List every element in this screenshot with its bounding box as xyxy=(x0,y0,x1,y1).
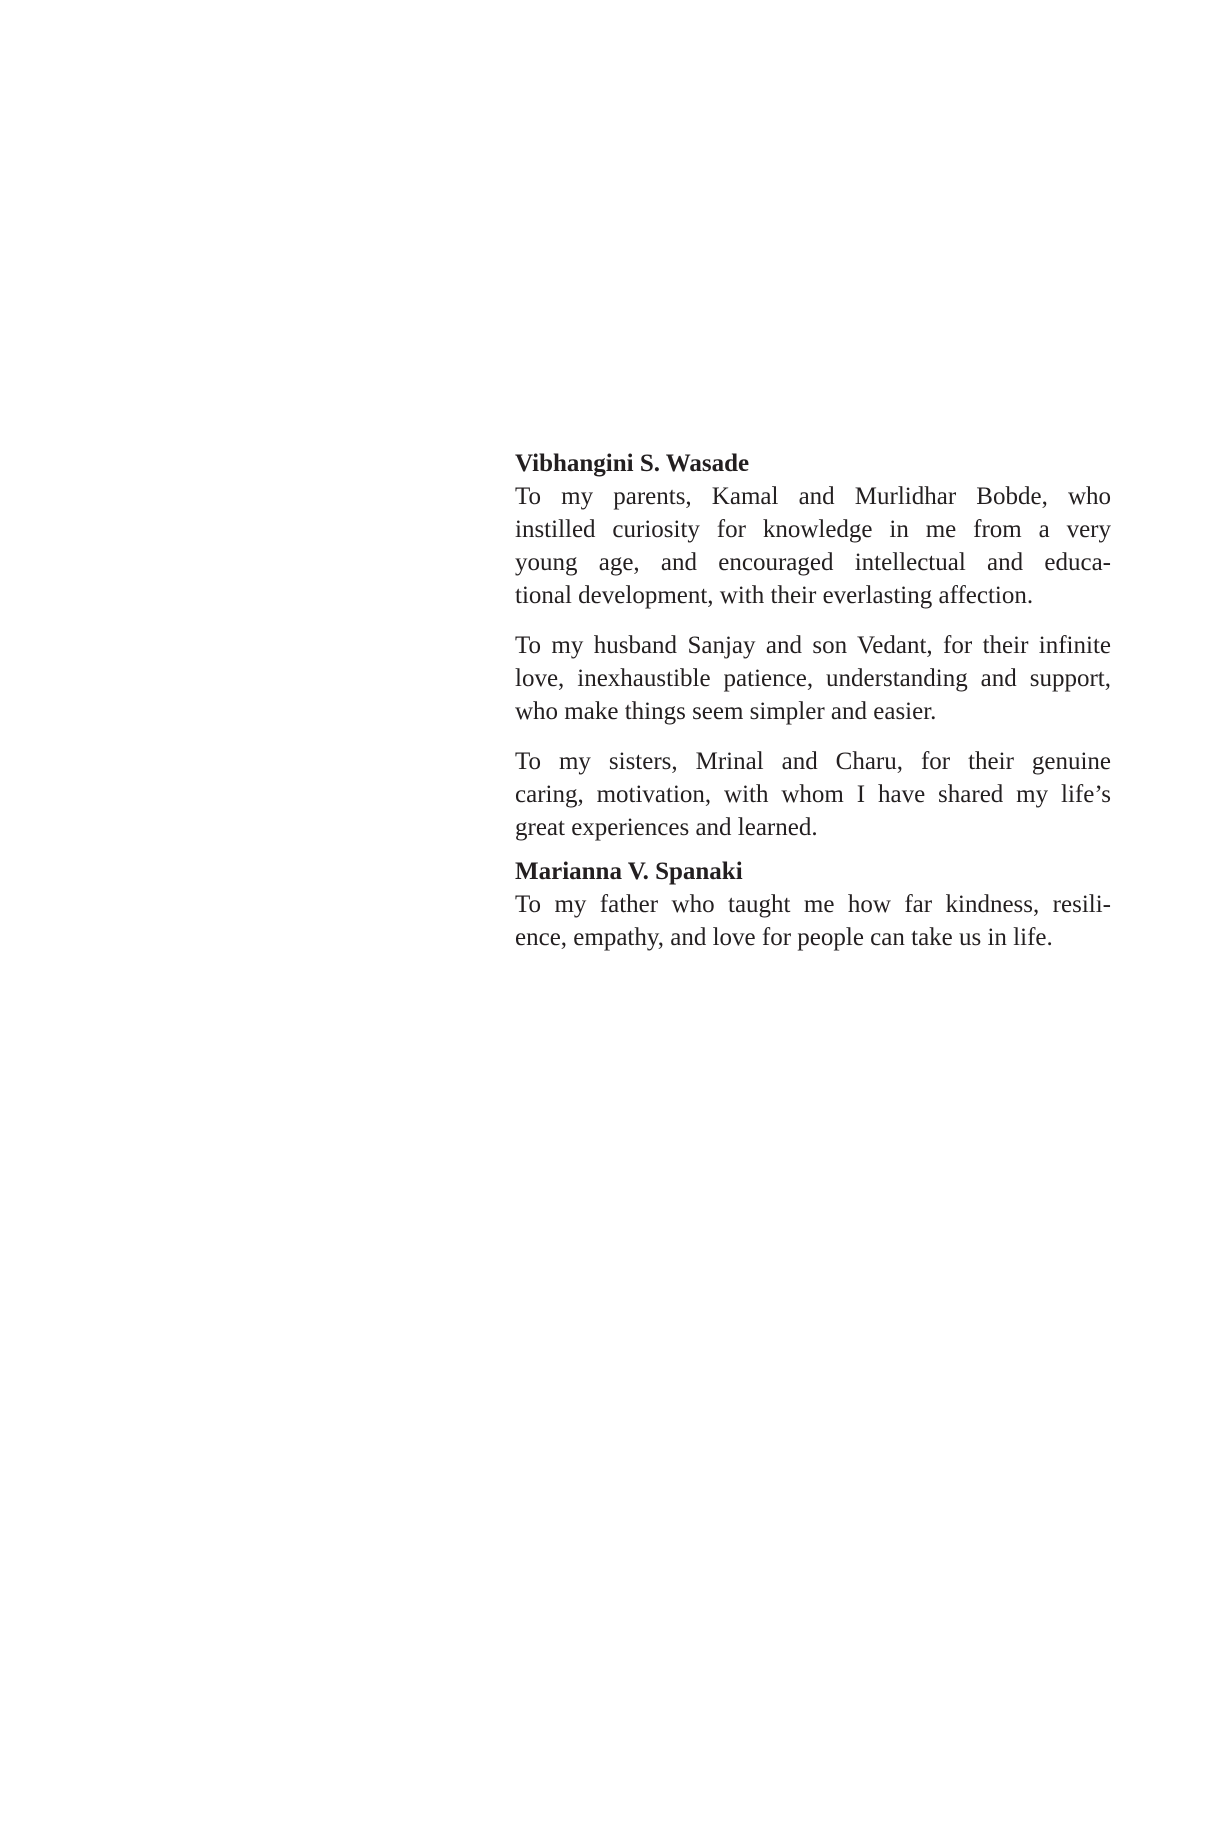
text-line: To my sisters, Mrinal and Charu, for their genuine xyxy=(515,748,1111,775)
author-section-spanaki xyxy=(515,855,1111,954)
text-line: To my parents, Kamal and Murlidhar Bobde, who xyxy=(515,483,1111,510)
text-line: who make things seem simpler and easier. xyxy=(515,698,937,725)
author-name: Marianna V. Spanaki xyxy=(515,858,743,885)
text-line: love, inexhaustible patience, understanding and support, xyxy=(515,665,1111,692)
author-section-wasade xyxy=(515,447,1111,844)
text-line: instilled curiosity for knowledge in me from a very xyxy=(515,516,1111,543)
dedication-paragraph xyxy=(515,745,1111,844)
text-line: young age, and encouraged intellectual and educa- xyxy=(515,549,1111,576)
text-line: To my father who taught me how far kindness, resili- xyxy=(515,891,1111,918)
dedication-paragraph xyxy=(515,480,1111,612)
dedication-block xyxy=(515,447,1111,954)
text-line: To my husband Sanjay and son Vedant, for their infinite xyxy=(515,632,1111,659)
author-name: Vibhangini S. Wasade xyxy=(515,450,750,477)
dedication-paragraph xyxy=(515,888,1111,954)
text-line: great experiences and learned. xyxy=(515,814,818,841)
text-line: ence, empathy, and love for people can take us in life. xyxy=(515,924,1053,951)
text-line: tional development, with their everlasting affection. xyxy=(515,582,1034,609)
text-line: caring, motivation, with whom I have shared my life’s xyxy=(515,781,1111,808)
dedication-paragraph xyxy=(515,629,1111,728)
